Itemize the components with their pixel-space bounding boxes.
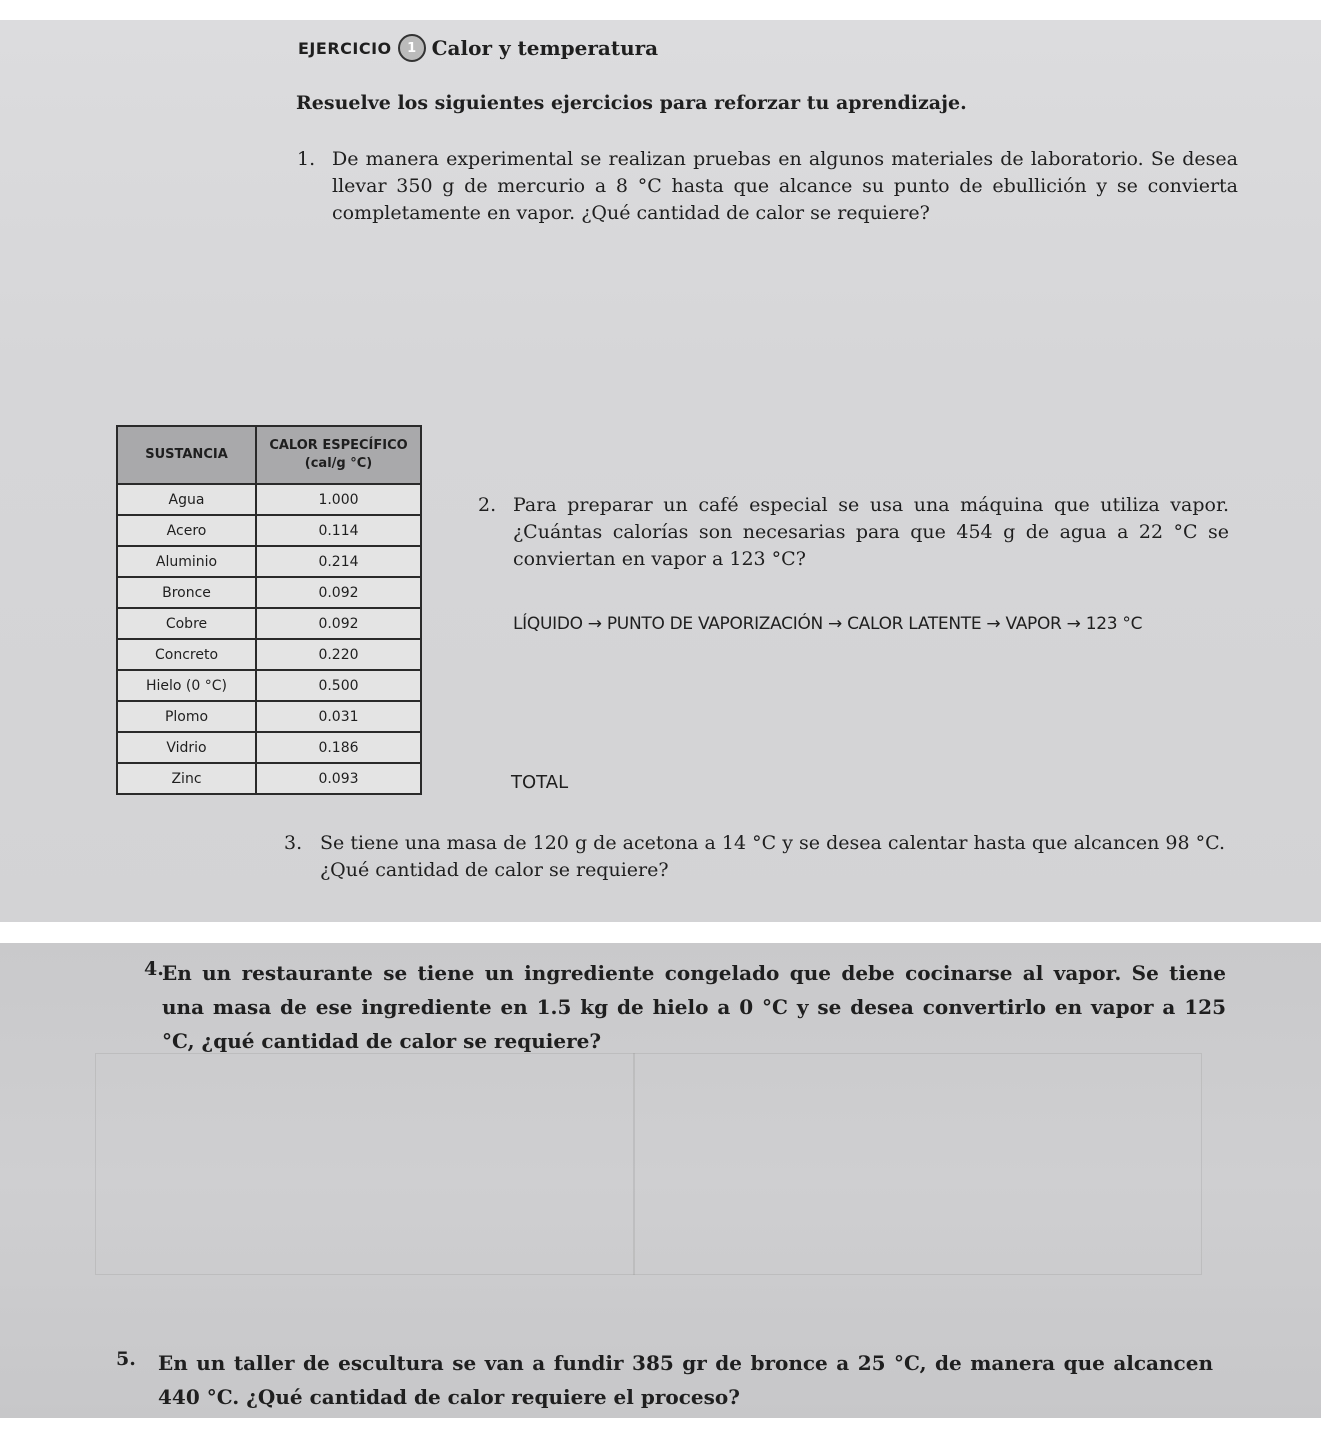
specific-heat-cell: 1.000 bbox=[256, 484, 421, 515]
substance-cell: Concreto bbox=[117, 639, 256, 670]
table-row bbox=[117, 484, 421, 515]
specific-heat-cell: 0.214 bbox=[256, 546, 421, 577]
table-row bbox=[117, 639, 421, 670]
exercise-number-badge: 1 bbox=[398, 34, 426, 62]
specific-heat-cell: 0.093 bbox=[256, 763, 421, 794]
question-4-text: En un restaurante se tiene un ingrediente congelado que debe cocinarse al vapor. Se tiene una masa de ese ingrediente en 1.5 kg de hielo a 0 °C y se desea convertirlo en vapor a 125 °C, ¿qué cantidad de calor se requiere? bbox=[162, 961, 1226, 1053]
substance-cell: Acero bbox=[117, 515, 256, 546]
specific-heat-cell: 0.186 bbox=[256, 732, 421, 763]
faint-answer-box bbox=[95, 1053, 1202, 1275]
question-2-text: Para preparar un café especial se usa una máquina que utiliza vapor. ¿Cuántas calorías son necesarias para que 454 g de agua a 22 °C se conviertan en vapor a 123 °C? bbox=[513, 494, 1229, 570]
table-row bbox=[117, 732, 421, 763]
specific-heat-cell: 0.092 bbox=[256, 608, 421, 639]
specific-heat-cell: 0.220 bbox=[256, 639, 421, 670]
table-row bbox=[117, 577, 421, 608]
instructions: Resuelve los siguientes ejercicios para reforzar tu aprendizaje. bbox=[296, 92, 967, 114]
table-row bbox=[117, 515, 421, 546]
table-row bbox=[117, 608, 421, 639]
substance-cell: Bronce bbox=[117, 577, 256, 608]
substance-cell: Zinc bbox=[117, 763, 256, 794]
faint-answer-divider bbox=[633, 1053, 635, 1275]
question-3-number: 3. bbox=[284, 832, 303, 854]
table-row bbox=[117, 701, 421, 732]
handwritten-process-flow: LÍQUIDO → PUNTO DE VAPORIZACIÓN → CALOR LATENTE → VAPOR → 123 °C bbox=[513, 614, 1143, 634]
substance-cell: Hielo (0 °C) bbox=[117, 670, 256, 701]
exercise-title: Calor y temperatura bbox=[431, 36, 659, 60]
substance-cell: Aluminio bbox=[117, 546, 256, 577]
question-1-number: 1. bbox=[297, 148, 316, 170]
substance-cell: Agua bbox=[117, 484, 256, 515]
question-1-text: De manera experimental se realizan pruebas en algunos materiales de laboratorio. Se desea llevar 350 g de mercurio a 8 °C hasta que alcance su punto de ebullición y se convierta completamente en vapor. ¿Qué cantidad de calor se requiere? bbox=[332, 148, 1238, 224]
exercise-header bbox=[298, 34, 658, 62]
question-5-number: 5. bbox=[116, 1348, 136, 1370]
question-2-number: 2. bbox=[478, 494, 497, 516]
substance-cell: Plomo bbox=[117, 701, 256, 732]
table-row bbox=[117, 670, 421, 701]
question-5-text: En un taller de escultura se van a fundir 385 gr de bronce a 25 °C, de manera que alcancen 440 °C. ¿Qué cantidad de calor requiere el proceso? bbox=[158, 1351, 1213, 1409]
specific-heat-cell: 0.114 bbox=[256, 515, 421, 546]
table-row bbox=[117, 763, 421, 794]
substance-cell: Vidrio bbox=[117, 732, 256, 763]
specific-heat-cell: 0.092 bbox=[256, 577, 421, 608]
question-3-text: Se tiene una masa de 120 g de acetona a 14 °C y se desea calentar hasta que alcancen 98 °C. ¿Qué cantidad de calor se requiere? bbox=[320, 832, 1225, 881]
exercise-label: EJERCICIO bbox=[298, 38, 392, 58]
handwritten-total: TOTAL bbox=[511, 772, 569, 793]
question-4-number: 4. bbox=[144, 958, 164, 980]
table-header-substance: SUSTANCIA bbox=[117, 426, 256, 484]
substance-cell: Cobre bbox=[117, 608, 256, 639]
specific-heat-table bbox=[116, 425, 422, 795]
specific-heat-cell: 0.500 bbox=[256, 670, 421, 701]
table-header-specific-heat: CALOR ESPECÍFICO (cal/g °C) bbox=[256, 426, 421, 484]
table-row bbox=[117, 546, 421, 577]
specific-heat-cell: 0.031 bbox=[256, 701, 421, 732]
table-header-row bbox=[117, 426, 421, 484]
